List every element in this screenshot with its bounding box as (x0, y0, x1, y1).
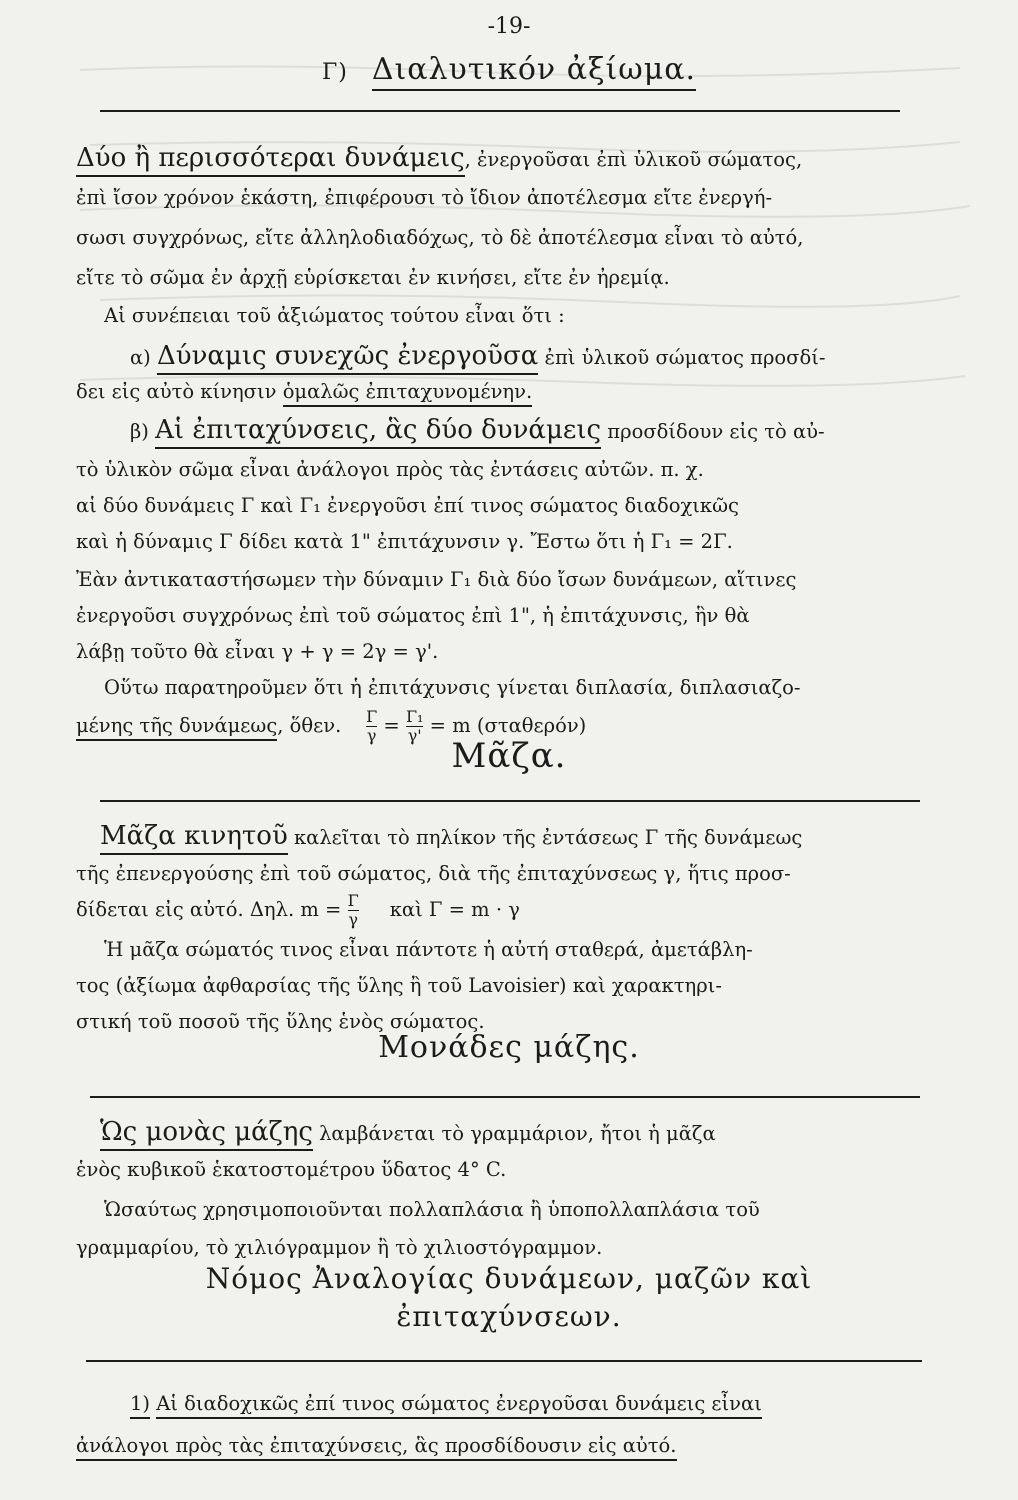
axiom-rest: , ἐνεργοῦσαι ἐπὶ ὑλικοῦ σώματος, (464, 148, 803, 171)
mass-def-line-4: Ἡ μᾶζα σώματός τινος εἶναι πάντοτε ἡ αὐτή σταθερά, ἀμετάβλη- (104, 938, 753, 961)
mass-def-line-5: τος (ἀξίωμα ἀφθαρσίας τῆς ὕλης ἢ τοῦ Lavoisier) καὶ χαρακτηρι- (76, 974, 722, 997)
item-b-line-1 (130, 412, 964, 450)
axiom-line-3: σωσι συγχρόνως, εἴτε ἀλληλοδιαδόχως, τὸ δὲ ἀποτέλεσμα εἶναι τὸ αὐτό, (76, 226, 804, 249)
axiom-line-1 (76, 140, 964, 178)
mass-def-line3-post: καὶ Γ = m · γ (389, 898, 520, 921)
law-heading-line-2: ἐπιταχύνσεων. (396, 1300, 622, 1333)
equals-sign: = (383, 714, 400, 737)
law-item-1-marker: 1) (130, 1392, 150, 1419)
item-b-rest: προσδίδουν εἰς τὸ αὐ- (607, 420, 825, 443)
mass-def-line-3 (76, 892, 964, 929)
item-a-lead: Δύναμις συνεχῶς ἐνεργοῦσα (157, 341, 538, 375)
item-a-marker: α) (130, 346, 151, 369)
observation-underlined: μένης τῆς δυνάμεως (76, 714, 277, 741)
axiom-lead: Δύο ἢ περισσότεραι δυνάμεις (76, 143, 465, 177)
fraction-denominator: γ (348, 910, 358, 929)
section-heading-gamma (0, 52, 1018, 87)
item-a-line2-pre: δει εἰς αὐτὸ κίνησιν (76, 380, 277, 403)
law-item-1-line-2 (76, 1428, 964, 1464)
item-a-line-2 (76, 374, 964, 410)
units-line-1 (100, 1114, 964, 1152)
axiom-line-4: εἴτε τὸ σῶμα ἐν ἀρχῇ εὑρίσκεται ἐν κινήσει, εἴτε ἐν ἠρεμίᾳ. (76, 266, 670, 289)
section-title: Διαλυτικόν ἀξίωμα. (372, 52, 696, 91)
fraction-denominator: γ' (407, 726, 422, 745)
item-a-rest: ἐπὶ ὑλικοῦ σώματος προσδί- (544, 346, 826, 369)
observation-tail: = m (σταθερόν) (429, 714, 587, 737)
mass-def-rest: καλεῖται τὸ πηλίκον τῆς ἐντάσεως Γ τῆς δυνάμεως (293, 826, 803, 849)
item-b-line-2: τὸ ὑλικὸν σῶμα εἶναι ἀνάλογοι πρὸς τὰς ἐντάσεις αὐτῶν. π. χ. (76, 458, 704, 481)
law-item-1-line-1 (130, 1386, 964, 1422)
law-item-1-text: Αἱ διαδοχικῶς ἐπί τινος σώματος ἐνεργοῦσαι δυνάμεις εἶναι (156, 1392, 762, 1419)
units-line-3: Ὡσαύτως χρησιμοποιοῦνται πολλαπλάσια ἢ ὑποπολλαπλάσια τοῦ (104, 1198, 760, 1221)
mass-def-lead: Μᾶζα κινητοῦ (100, 821, 288, 855)
fraction-denominator: γ (366, 726, 377, 745)
item-b-line-7: λάβῃ τοῦτο θὰ εἶναι γ + γ = 2γ = γ'. (76, 640, 439, 663)
mass-def-line-1 (100, 818, 964, 856)
consequences-intro: Αἱ συνέπειαι τοῦ ἀξιώματος τούτου εἶναι ὅτι : (104, 304, 565, 327)
item-b-line-4: καὶ ἡ δύναμις Γ δίδει κατὰ 1" ἐπιτάχυνσιν γ. Ἔστω ὅτι ἡ Γ₁ = 2Γ. (76, 530, 733, 553)
units-rest: λαμβάνεται τὸ γραμμάριον, ἤτοι ἡ μᾶζα (319, 1122, 716, 1145)
observation-mid: , ὅθεν. (277, 714, 342, 737)
law-heading-line-1: Νόμος Ἀναλογίας δυνάμεων, μαζῶν καὶ (205, 1262, 813, 1295)
units-line-2: ἑνὸς κυβικοῦ ἑκατοστομέτρου ὕδατος 4° C. (76, 1158, 507, 1181)
item-b-line-3: αἱ δύο δυνάμεις Γ καὶ Γ₁ ἐνεργοῦσι ἐπί τινος σώματος διαδοχικῶς (76, 494, 739, 517)
item-a-line2-underlined: ὁμαλῶς ἐπιταχυνομένην. (283, 380, 532, 407)
axiom-line-2: ἐπὶ ἴσον χρόνον ἑκάστη, ἐπιφέρουσι τὸ ἴδιον ἀποτέλεσμα εἴτε ἐνεργή- (76, 186, 773, 209)
item-b-lead: Αἱ ἐπιταχύνσεις, ἃς δύο δυνάμεις (155, 415, 601, 449)
item-a-line-1 (130, 338, 964, 376)
item-b-marker: β) (130, 420, 149, 443)
mass-heading: Μᾶζα. (451, 736, 567, 776)
fraction-numerator: Γ₁ (405, 708, 424, 726)
item-b-line-5: Ἐὰν ἀντικαταστήσωμεν τὴν δύναμιν Γ₁ διὰ δύο ἴσων δυνάμεων, αἵτινες (76, 568, 797, 591)
fraction-numerator: Γ (366, 708, 378, 726)
units-heading: Μονάδες μάζης. (378, 1030, 640, 1065)
fraction-numerator: Γ (347, 892, 359, 910)
units-line-4: γραμμαρίου, τὸ χιλιόγραμμον ἢ τὸ χιλιοστόγραμμον. (76, 1236, 603, 1259)
divider (100, 800, 920, 802)
observation-line-1: Οὕτω παρατηροῦμεν ὅτι ἡ ἐπιτάχυνσις γίνεται διπλασία, διπλασιαζο- (104, 676, 801, 699)
law-item-1-text-2: ἀνάλογοι πρὸς τὰς ἐπιταχύνσεις, ἃς προσδίδουσιν εἰς αὐτό. (76, 1434, 677, 1461)
item-b-line-6: ἐνεργοῦσι συγχρόνως ἐπὶ τοῦ σώματος ἐπὶ 1", ἡ ἐπιτάχυνσις, ἣν θὰ (76, 604, 750, 627)
fraction-mass (348, 892, 359, 929)
mass-def-line-6: στική τοῦ ποσοῦ τῆς ὕλης ἑνὸς σώματος. (76, 1010, 485, 1033)
divider (100, 110, 900, 112)
units-lead: Ὡς μονὰς μάζης (100, 1117, 313, 1151)
page-number: -19- (487, 14, 531, 39)
mass-def-line3-pre: δίδεται εἰς αὐτό. Δηλ. m = (76, 898, 342, 921)
mass-def-line-2: τῆς ἐπενεργούσης ἐπὶ τοῦ σώματος, διὰ τῆς ἐπιταχύνσεως γ, ἥτις προσ- (76, 862, 791, 885)
divider (90, 1096, 920, 1098)
section-marker: Γ) (321, 60, 348, 85)
divider (86, 1360, 922, 1362)
